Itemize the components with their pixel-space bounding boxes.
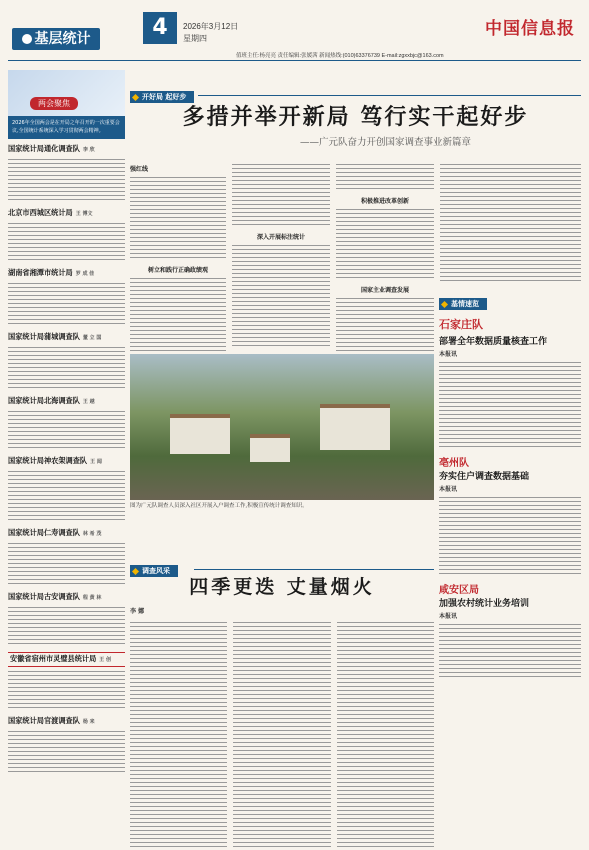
- kicker-bar: [130, 558, 434, 575]
- brief-item: [8, 652, 125, 711]
- issue-date: 2026年3月12日: [183, 22, 239, 31]
- brief-title-text: 国家统计局官渡调查队: [8, 716, 80, 725]
- brief-byline: 本报讯: [439, 351, 458, 358]
- article-column: [336, 160, 434, 358]
- body-text-block: [130, 278, 226, 358]
- brief-item: [8, 592, 125, 647]
- brief-title-text: 北京市西城区统计局: [8, 208, 73, 217]
- feature-headline: 四季更迭 丈量烟火: [189, 576, 375, 598]
- brief-author: 董 立 国: [82, 335, 102, 341]
- newspaper-masthead: 中国信息报: [485, 19, 575, 39]
- body-text-block: [232, 245, 330, 349]
- body-text-block: [440, 164, 581, 284]
- brief-body-text: [8, 607, 125, 647]
- brief-title: [8, 592, 125, 603]
- brief-title: [8, 144, 125, 155]
- sidebar-banner: [8, 70, 125, 116]
- brief-item: [8, 144, 125, 203]
- kicker-label: 调查风采: [130, 565, 178, 577]
- news-photo: [130, 354, 434, 500]
- header-divider: [8, 60, 581, 61]
- brief-body-text: [8, 223, 125, 263]
- body-text-block: [336, 164, 434, 192]
- brief-author: 林 希 茂: [82, 531, 102, 537]
- brief-headline: 咸安区局: [439, 585, 479, 596]
- brief-item: [8, 332, 125, 391]
- brief-title: [8, 208, 125, 219]
- brief-title-text: 国家统计局古安调查队: [8, 592, 80, 601]
- brief-list: [8, 144, 125, 775]
- brief-body-text: [8, 731, 125, 775]
- body-text-block: [336, 298, 434, 358]
- brief-title: [8, 332, 125, 343]
- article-column: [232, 160, 330, 349]
- section-title: 基层统计: [34, 31, 91, 47]
- brief-title-text: 国家统计局蒲城调查队: [8, 332, 80, 341]
- body-text-block: [233, 622, 330, 850]
- column-heading: 强红线: [130, 166, 149, 173]
- brief-title: [8, 716, 125, 727]
- body-text-block: [130, 177, 226, 261]
- photo-caption: 图为广元队调查人员深入社区开展入户调查工作,积极宣传统计调查知识。: [130, 503, 308, 509]
- brief-subheadline: 夯实住户调查数据基础: [439, 472, 530, 482]
- body-text-block: [337, 622, 434, 850]
- feature-byline: 李 娜: [130, 608, 145, 615]
- article-column: [130, 160, 226, 358]
- photo-building: [170, 414, 230, 454]
- brief-author: 王 博文: [75, 211, 93, 217]
- brief-item: [8, 396, 125, 451]
- editor-credits: 值班主任:杨亮亮 责任编辑:张媛茜 新闻热线:(010)63376739 E-mail:zgxxbjc@163.com: [236, 53, 444, 59]
- kicker-rule: [194, 569, 434, 570]
- section-banner: [12, 28, 100, 50]
- main-subheadline: ——广元队奋力开创国家调查事业新篇章: [300, 137, 472, 148]
- brief-byline: 本报讯: [439, 486, 458, 493]
- brief-title: [8, 528, 125, 539]
- kicker-label: 基情速览: [439, 298, 487, 310]
- sidebar-intro: 2026年全国两会是在开局之年召开的一次重要会议,全国统计系统深入学习贯彻两会精神。: [8, 116, 125, 139]
- brief-title: [8, 268, 125, 279]
- main-headline: 多措并举开新局 笃行实干起好步: [182, 104, 529, 130]
- brief-title-text: 湖南省湘潭市统计局: [8, 268, 73, 277]
- brief-title-text: 国家统计局通化调查队: [8, 144, 80, 153]
- sidebar-badge: 两会聚焦: [30, 97, 78, 110]
- brief-title-text: 国家统计局北海调查队: [8, 396, 80, 405]
- brief-title-text: 国家统计局神农架调查队: [8, 456, 88, 465]
- brief-headline: 亳州队: [439, 458, 469, 469]
- brief-body-text: [8, 671, 125, 711]
- brief-author: 李 欣: [82, 147, 95, 153]
- brief-body-text: [8, 411, 125, 451]
- page-header: [0, 0, 589, 70]
- brief-body-text: [8, 283, 125, 327]
- brief-author: 王 创: [99, 657, 112, 663]
- brief-title: [8, 456, 125, 467]
- body-text-block: [439, 497, 581, 577]
- feature-article: [130, 604, 434, 850]
- photo-building: [250, 434, 290, 462]
- brief-body-text: [8, 543, 125, 587]
- body-text-block: [130, 622, 227, 850]
- brief-title: [8, 396, 125, 407]
- brief-subheadline: 加强农村统计业务培训: [439, 599, 530, 609]
- page-number: 4: [143, 12, 177, 44]
- brief-headline: 石家庄队: [439, 318, 483, 331]
- column-heading: 深入开展标注统计: [256, 234, 305, 241]
- body-text-block: [336, 209, 434, 281]
- issue-weekday: 星期四: [183, 34, 207, 43]
- section-logo-icon: [22, 34, 32, 44]
- brief-author: 王 闻: [90, 459, 102, 465]
- brief-author: 王 越: [82, 399, 95, 405]
- brief-title: [8, 652, 125, 667]
- brief-item: [8, 528, 125, 587]
- column-heading: 积极推进改革创新: [360, 198, 409, 205]
- sidebar-column: [8, 70, 125, 846]
- brief-subheadline: 部署全年数据质量核查工作: [439, 337, 548, 347]
- brief-title-text: 国家统计局仁寿调查队: [8, 528, 80, 537]
- brief-item: [8, 268, 125, 327]
- brief-item: [8, 716, 125, 775]
- kicker-bar: [130, 84, 581, 101]
- brief-author: 杨 来: [82, 719, 95, 725]
- brief-author: 罗 成 佳: [75, 271, 95, 277]
- article-column: [440, 160, 581, 284]
- brief-author: 程 黄 林: [82, 595, 102, 601]
- column-heading: 树立和践行正确政绩观: [147, 267, 208, 274]
- brief-title-text: 安徽省宿州市灵璧县统计局: [10, 654, 97, 663]
- brief-body-text: [8, 159, 125, 203]
- body-text-block: [439, 624, 581, 680]
- kicker-label: 开好局 起好步: [130, 91, 194, 103]
- body-text-block: [439, 362, 581, 450]
- brief-body-text: [8, 471, 125, 523]
- kicker-rule: [198, 95, 581, 96]
- page-footer: [0, 846, 589, 850]
- news-briefs-box: [439, 291, 581, 627]
- photo-building: [320, 404, 390, 450]
- body-text-block: [232, 164, 330, 228]
- brief-item: [8, 456, 125, 523]
- brief-item: [8, 208, 125, 263]
- brief-body-text: [8, 347, 125, 391]
- column-heading: 国家主业调查发展: [360, 287, 409, 294]
- brief-byline: 本报讯: [439, 613, 458, 620]
